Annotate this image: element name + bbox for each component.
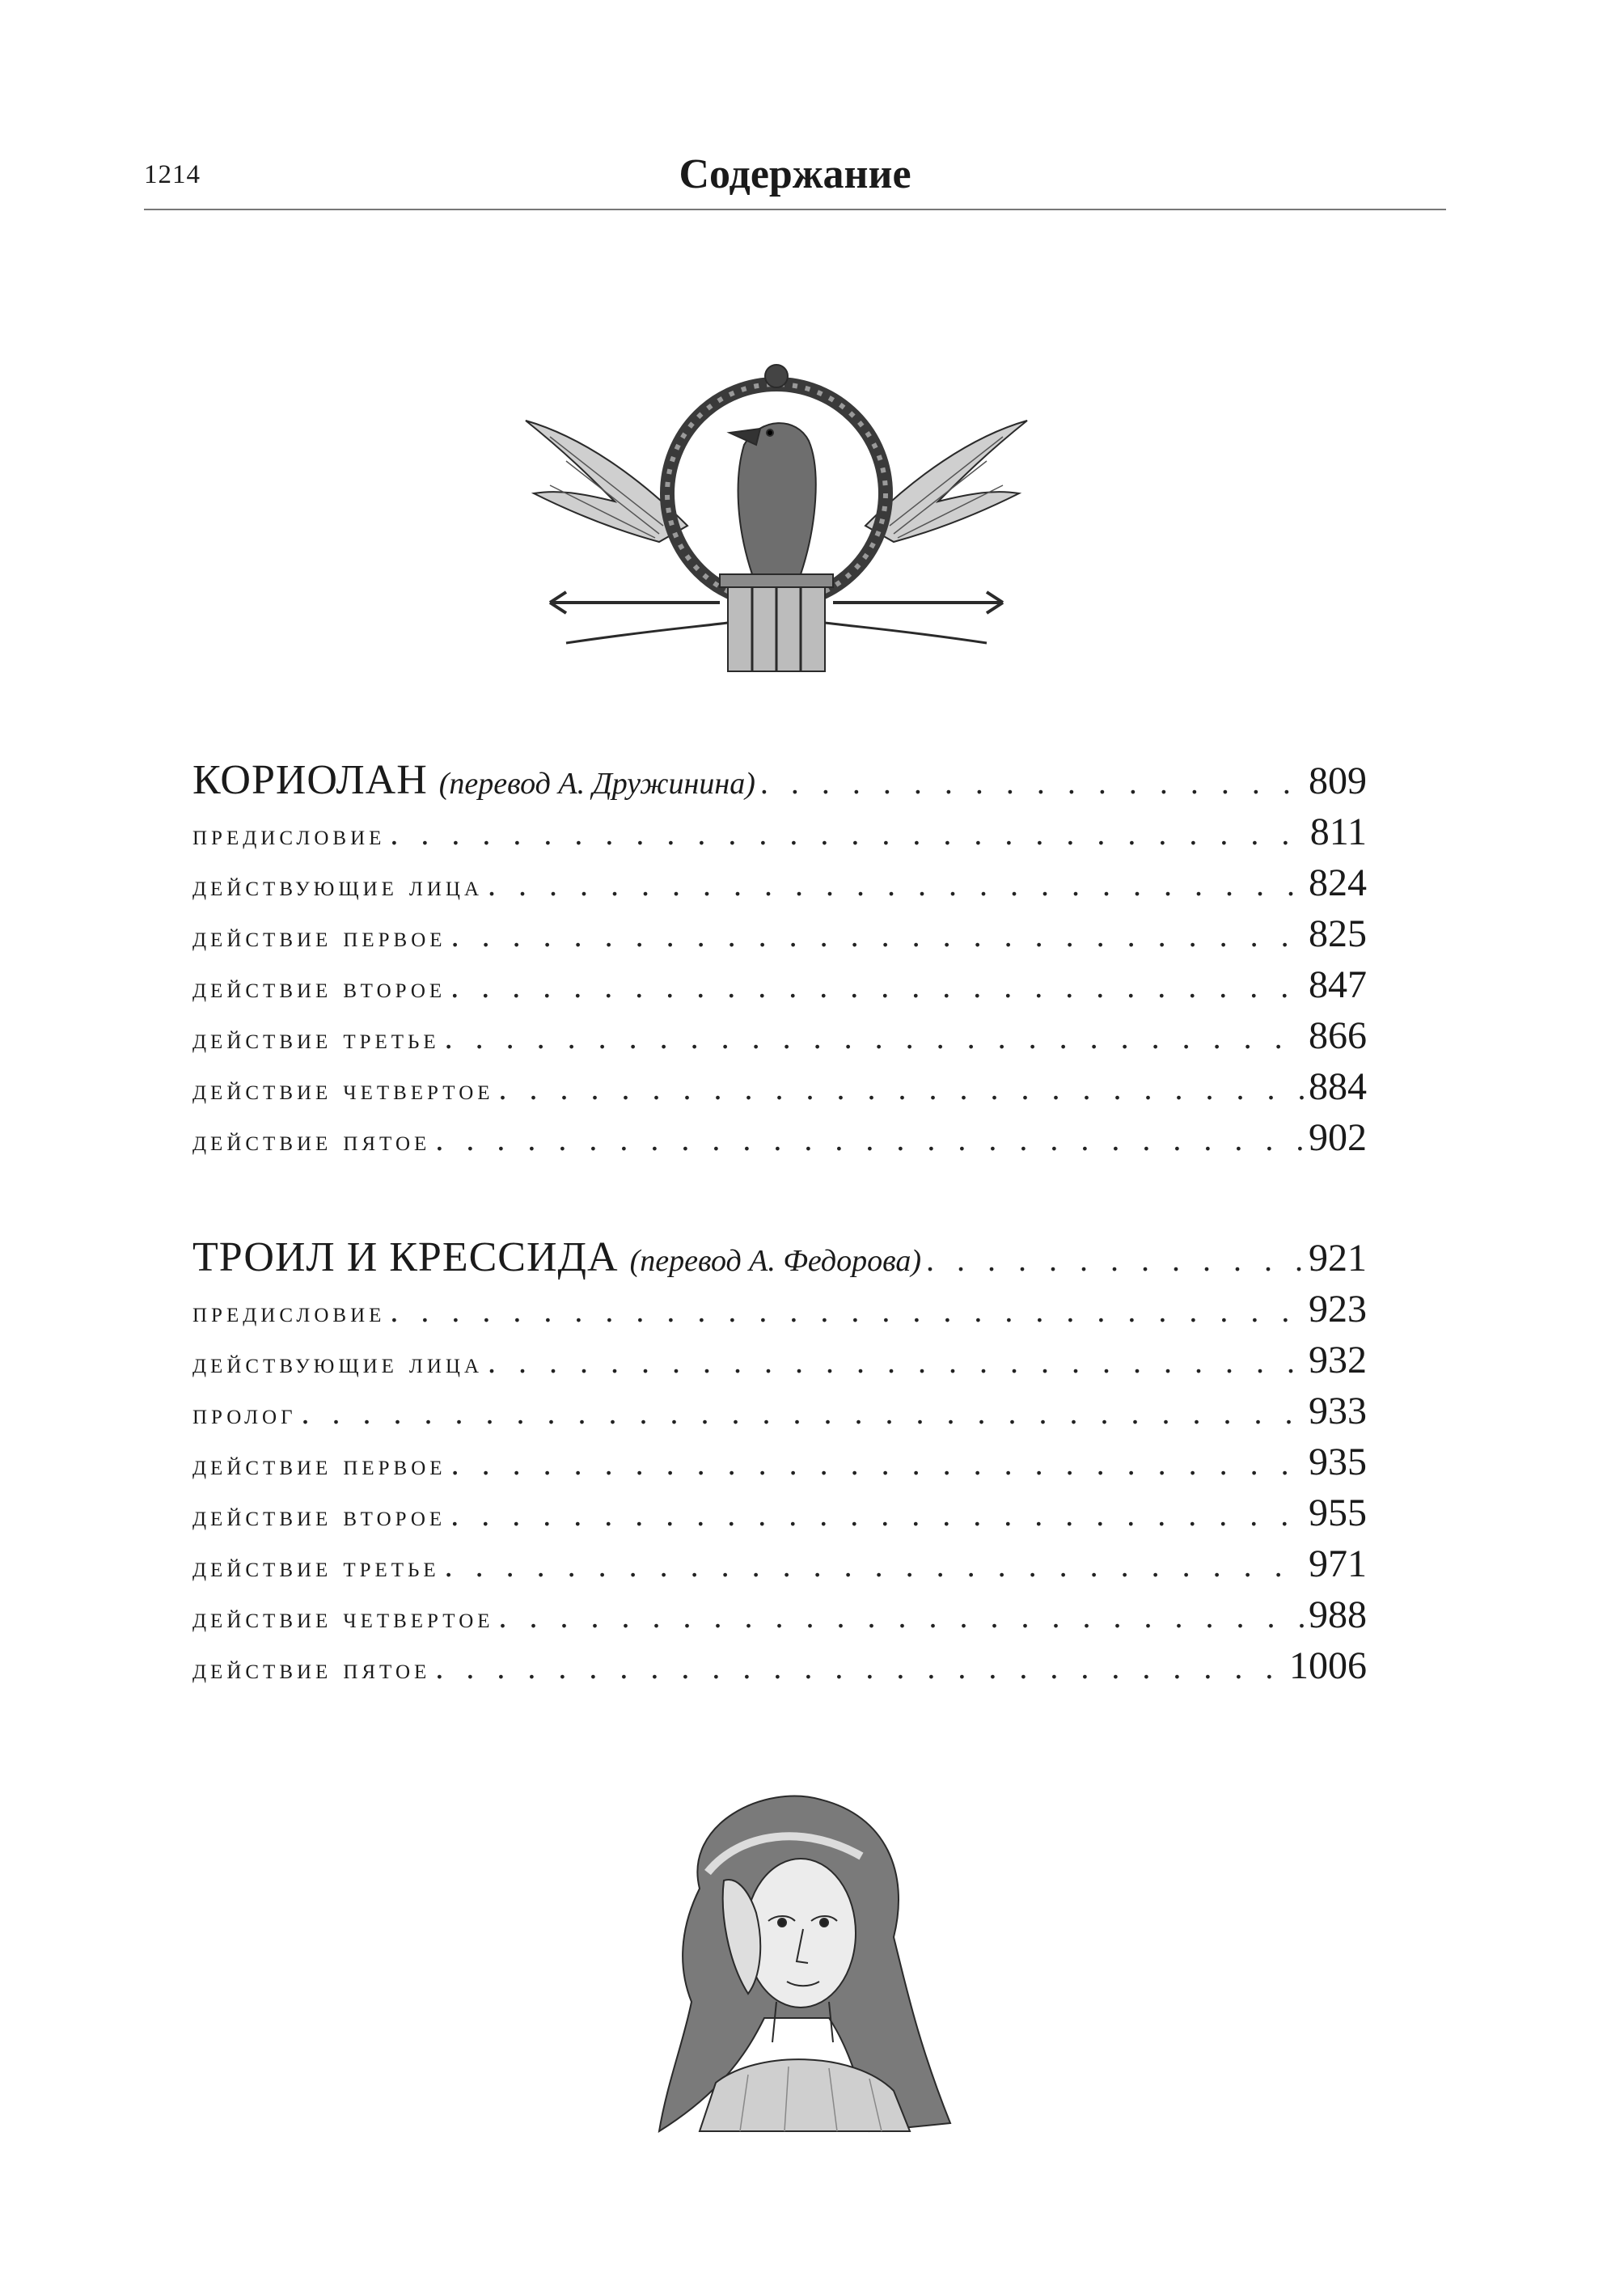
page-ref: 884	[1309, 1065, 1367, 1108]
dot-leader	[451, 916, 1304, 954]
page-number: 1214	[144, 160, 201, 189]
page-ref: 1006	[1289, 1644, 1367, 1687]
work-title: КОРИОЛАН	[192, 757, 428, 803]
dot-leader	[445, 1546, 1304, 1584]
entry-label: действие четвертое	[192, 1601, 494, 1634]
entry-label: действие пятое	[192, 1124, 431, 1157]
toc-entry[interactable]	[192, 912, 1367, 962]
entry-label: предисловие	[192, 1296, 386, 1328]
dot-leader	[926, 1241, 1304, 1279]
toc-entry[interactable]	[192, 1287, 1367, 1338]
entry-label: действующие лица	[192, 869, 484, 902]
translator-note: (перевод А. Дружинина)	[438, 767, 755, 801]
page-ref: 825	[1309, 912, 1367, 955]
entry-label: действие третье	[192, 1551, 440, 1583]
page-ref: 847	[1309, 963, 1367, 1006]
toc-entry[interactable]	[192, 861, 1367, 912]
toc-entry[interactable]	[192, 1115, 1367, 1166]
toc-entry-work-title[interactable]	[192, 1233, 1367, 1287]
entry-label: действующие лица	[192, 1347, 484, 1379]
entry-label: действие первое	[192, 920, 446, 953]
toc-entry[interactable]	[192, 810, 1367, 861]
toc-entry[interactable]	[192, 1389, 1367, 1440]
dot-leader	[760, 764, 1304, 802]
work-title: ТРОИЛ И КРЕССИДА	[192, 1234, 619, 1280]
entry-label: действие четвертое	[192, 1073, 494, 1106]
dot-leader	[450, 967, 1304, 1005]
page-ref: 809	[1309, 759, 1367, 802]
page-ref: 811	[1309, 810, 1367, 853]
dot-leader	[435, 1648, 1284, 1686]
toc-entry[interactable]	[192, 962, 1367, 1013]
toc-entry[interactable]	[192, 1338, 1367, 1389]
translator-note: (перевод А. Федорова)	[629, 1244, 921, 1278]
toc-entry[interactable]	[192, 1440, 1367, 1491]
dot-leader	[488, 1343, 1304, 1381]
toc-entry[interactable]	[192, 1064, 1367, 1115]
dot-leader	[450, 1496, 1304, 1534]
running-header	[144, 144, 1446, 210]
page-title: Содержание	[679, 151, 911, 197]
page-ref: 902	[1309, 1116, 1367, 1159]
toc-entry[interactable]	[192, 1542, 1367, 1593]
entry-label: действие второе	[192, 1500, 446, 1532]
toc-entry-work-title[interactable]	[192, 756, 1367, 810]
entry-label: предисловие	[192, 819, 386, 851]
page-ref: 971	[1309, 1542, 1367, 1585]
entry-label: действие пятое	[192, 1652, 431, 1685]
dot-leader	[499, 1069, 1304, 1107]
page-ref: 932	[1309, 1339, 1367, 1381]
page-ref: 824	[1309, 861, 1367, 904]
page-ref: 923	[1309, 1288, 1367, 1331]
entry-label: действие первое	[192, 1449, 446, 1481]
page-ref: 933	[1309, 1390, 1367, 1432]
page-ref: 921	[1309, 1237, 1367, 1280]
toc-entry[interactable]	[192, 1013, 1367, 1064]
entry-label: действие второе	[192, 971, 446, 1004]
toc-entry[interactable]	[192, 1593, 1367, 1644]
toc-entry[interactable]	[192, 1644, 1367, 1694]
woman-portrait-illustration	[627, 1775, 966, 2139]
page-ref: 988	[1309, 1593, 1367, 1636]
eagle-emblem-illustration	[518, 340, 1035, 679]
toc-entry[interactable]	[192, 1491, 1367, 1542]
dot-leader	[435, 1120, 1304, 1158]
dot-leader	[499, 1597, 1304, 1635]
toc-troilus	[192, 1233, 1367, 1694]
dot-leader	[488, 865, 1304, 903]
dot-leader	[390, 1292, 1304, 1330]
toc-coriolanus	[192, 756, 1367, 1166]
dot-leader	[445, 1018, 1304, 1056]
page-ref: 955	[1309, 1491, 1367, 1534]
entry-label: пролог	[192, 1398, 297, 1430]
dot-leader	[390, 814, 1305, 852]
dot-leader	[451, 1445, 1304, 1483]
page-ref: 935	[1309, 1441, 1367, 1483]
entry-label: действие третье	[192, 1022, 440, 1055]
dot-leader	[302, 1394, 1304, 1432]
page-ref: 866	[1309, 1014, 1367, 1057]
